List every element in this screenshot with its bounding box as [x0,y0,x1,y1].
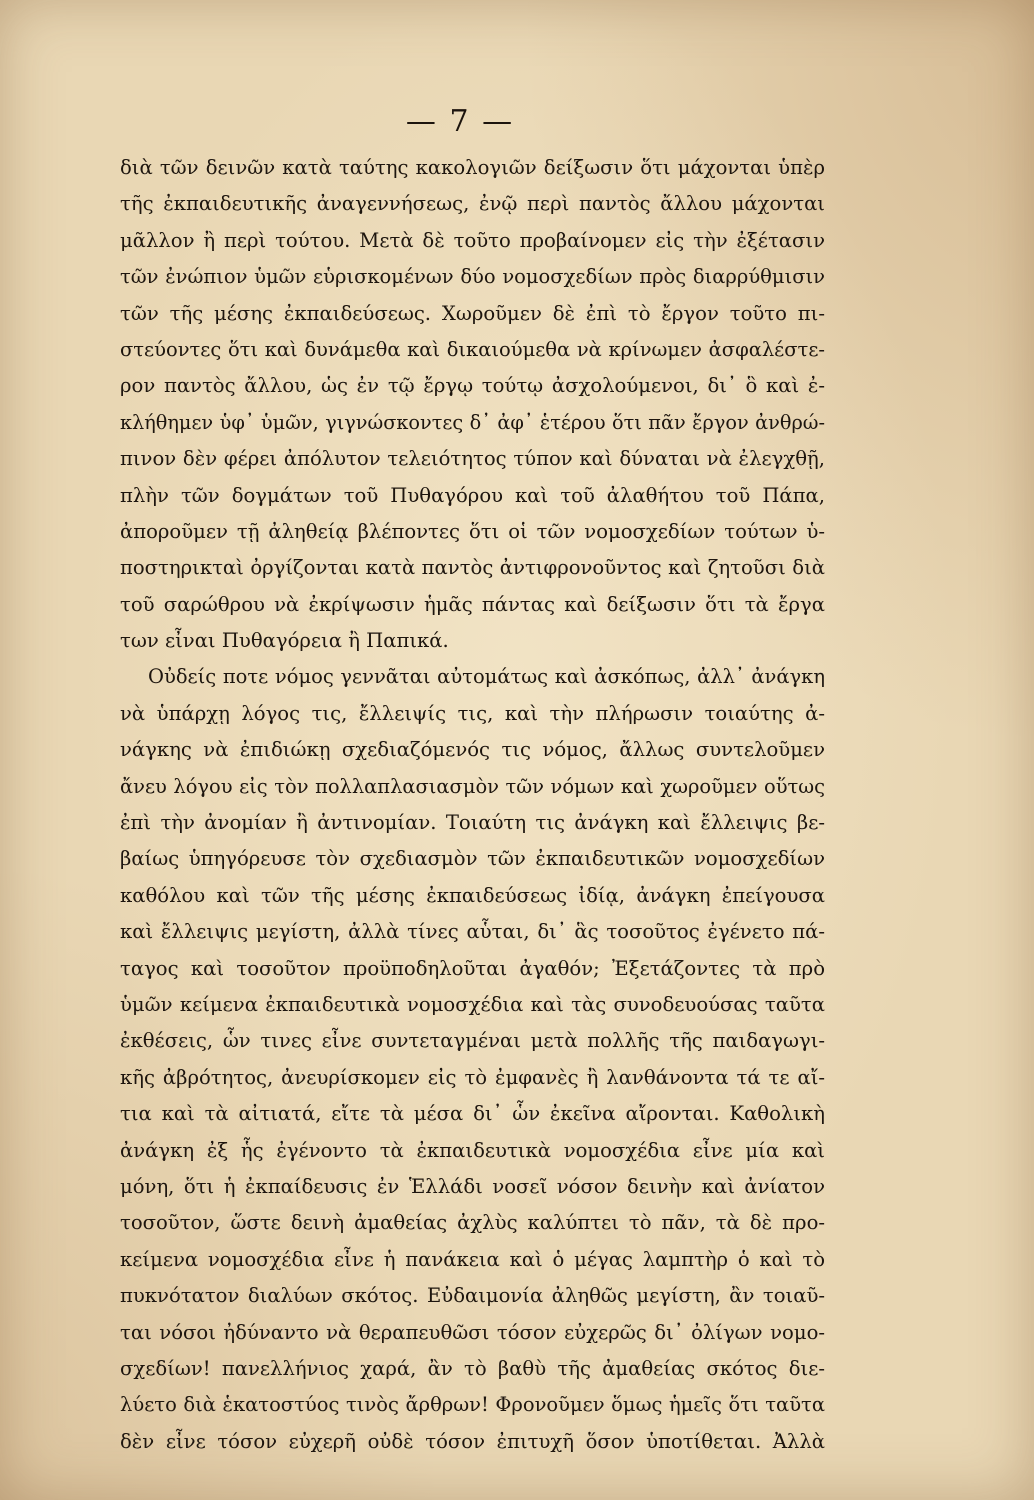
text-line: ρον παντὸς ἄλλου, ὡς ἐν τῷ ἔργῳ τούτῳ ἀσχολούμενοι, δι᾽ ὃ καὶ ἐ- [120,374,825,398]
text-line: στεύοντες ὅτι καὶ δυνάμεθα καὶ δικαιούμεθα νὰ κρίνωμεν ἀσφαλέστε- [120,337,825,361]
text-line: μόνη, ὅτι ἡ ἐκπαίδευσις ἐν Ἑλλάδι νοσεῖ νόσον δεινὴν καὶ ἀνίατον [120,1174,825,1198]
text-line: τοῦ σαρώθρου νὰ ἐκρίψωσιν ἡμᾶς πάντας καὶ δείξωσιν ὅτι τὰ ἔργα [120,592,825,616]
text-line: Οὐδείς ποτε νόμος γεννᾶται αὐτομάτως καὶ ἀσκόπως, ἀλλ᾽ ἀνάγκη [148,665,825,689]
text-line: τοσοῦτον, ὥστε δεινὴ ἀμαθείας ἀχλὺς καλύπτει τὸ πᾶν, τὰ δὲ προ- [120,1211,825,1235]
text-line: νάγκης νὰ ἐπιδιώκῃ σχεδιαζόμενός τις νόμος, ἄλλως συντελοῦμεν [120,738,825,762]
text-line: ἐπὶ τὴν ἀνομίαν ἢ ἀντινομίαν. Τοιαύτη τις ἀνάγκη καὶ ἔλλειψις βε- [120,811,825,835]
text-line: κῆς ἀβρότητος, ἀνευρίσκομεν εἰς τὸ ἐμφανὲς ἢ λανθάνοντα τά τε αἴ- [120,1065,825,1089]
text-line: ἄνευ λόγου εἰς τὸν πολλαπλασιασμὸν τῶν νόμων καὶ χωροῦμεν οὕτως [120,774,825,798]
text-line: τια καὶ τὰ αἰτιατά, εἴτε τὰ μέσα δι᾽ ὧν ἐκεῖνα αἴρονται. Καθολικὴ [120,1102,825,1126]
text-line: κείμενα νομοσχέδια εἶνε ἡ πανάκεια καὶ ὁ μέγας λαμπτὴρ ὁ καὶ τὸ [120,1247,825,1271]
text-line: πινον δὲν φέρει ἀπόλυτον τελειότητος τύπον καὶ δύναται νὰ ἐλεγχθῇ, [120,447,825,471]
text-line: ἀνάγκη ἐξ ἧς ἐγένοντο τὰ ἐκπαιδευτικὰ νομοσχέδια εἶνε μία καὶ [120,1138,825,1162]
body-text [120,150,825,1460]
text-line: νὰ ὑπάρχῃ λόγος τις, ἔλλειψίς τις, καὶ τὴν πλήρωσιν τοιαύτης ἀ- [120,701,825,725]
text-line: των εἶναι Πυθαγόρεια ἢ Παπικά. [120,629,449,653]
text-line: ἀποροῦμεν τῇ ἀληθείᾳ βλέποντες ὅτι οἱ τῶν νομοσχεδίων τούτων ὑ- [120,519,825,543]
text-line: σχεδίων! πανελλήνιος χαρά, ἂν τὸ βαθὺ τῆς ἀμαθείας σκότος διε- [120,1356,825,1380]
text-line: κλήθημεν ὑφ᾽ ὑμῶν, γιγνώσκοντες δ᾽ ἀφ᾽ ἑτέρου ὅτι πᾶν ἔργον ἀνθρώ- [120,410,825,434]
text-line: βαίως ὑπηγόρευσε τὸν σχεδιασμὸν τῶν ἐκπαιδευτικῶν νομοσχεδίων [120,847,825,871]
text-line: ταγος καὶ τοσοῦτον προϋποδηλοῦται ἀγαθόν; Ἐξετάζοντες τὰ πρὸ [120,956,825,980]
text-line: τῶν ἐνώπιον ὑμῶν εὑρισκομένων δύο νομοσχεδίων πρὸς διαρρύθμισιν [120,265,825,289]
text-line: λύετο διὰ ἑκατοστύος τινὸς ἄρθρων! Φρονοῦμεν ὅμως ἡμεῖς ὅτι ταῦτα [120,1393,825,1417]
text-line: τῶν τῆς μέσης ἐκπαιδεύσεως. Χωροῦμεν δὲ ἐπὶ τὸ ἔργον τοῦτο πι- [120,301,825,325]
text-line: δὲν εἶνε τόσον εὐχερῆ οὐδὲ τόσον ἐπιτυχῆ ὅσον ὑποτίθεται. Ἀλλὰ [120,1429,825,1453]
text-line: καθόλου καὶ τῶν τῆς μέσης ἐκπαιδεύσεως ἰδίᾳ, ἀνάγκη ἐπείγουσα [120,883,825,907]
page-number: — 7 — [405,104,515,139]
text-line: πλὴν τῶν δογμάτων τοῦ Πυθαγόρου καὶ τοῦ ἀλαθήτου τοῦ Πάπα, [120,483,825,507]
text-line: διὰ τῶν δεινῶν κατὰ ταύτης κακολογιῶν δείξωσιν ὅτι μάχονται ὑπὲρ [120,156,825,179]
text-line: πυκνότατον διαλύων σκότος. Εὐδαιμονία ἀληθῶς μεγίστη, ἂν τοιαῦ- [120,1284,825,1308]
text-line: ὑμῶν κείμενα ἐκπαιδευτικὰ νομοσχέδια καὶ τὰς συνοδευούσας ταῦτα [120,992,825,1016]
text-line: τῆς ἐκπαιδευτικῆς ἀναγεννήσεως, ἐνῷ περὶ παντὸς ἄλλου μάχονται [120,192,825,216]
text-line: ἐκθέσεις, ὧν τινες εἶνε συντεταγμέναι μετὰ πολλῆς τῆς παιδαγωγι- [120,1029,825,1053]
text-line: ποστηρικταὶ ὀργίζονται κατὰ παντὸς ἀντιφρονοῦντος καὶ ζητοῦσι διὰ [120,556,825,580]
text-line: μᾶλλον ἢ περὶ τούτου. Μετὰ δὲ τοῦτο προβαίνομεν εἰς τὴν ἐξέτασιν [120,228,825,252]
text-line: καὶ ἔλλειψις μεγίστη, ἀλλὰ τίνες αὗται, δι᾽ ἃς τοσοῦτος ἐγένετο πά- [120,920,825,944]
text-line: ται νόσοι ἠδύναντο νὰ θεραπευθῶσι τόσον εὐχερῶς δι᾽ ὀλίγων νομο- [120,1320,825,1344]
